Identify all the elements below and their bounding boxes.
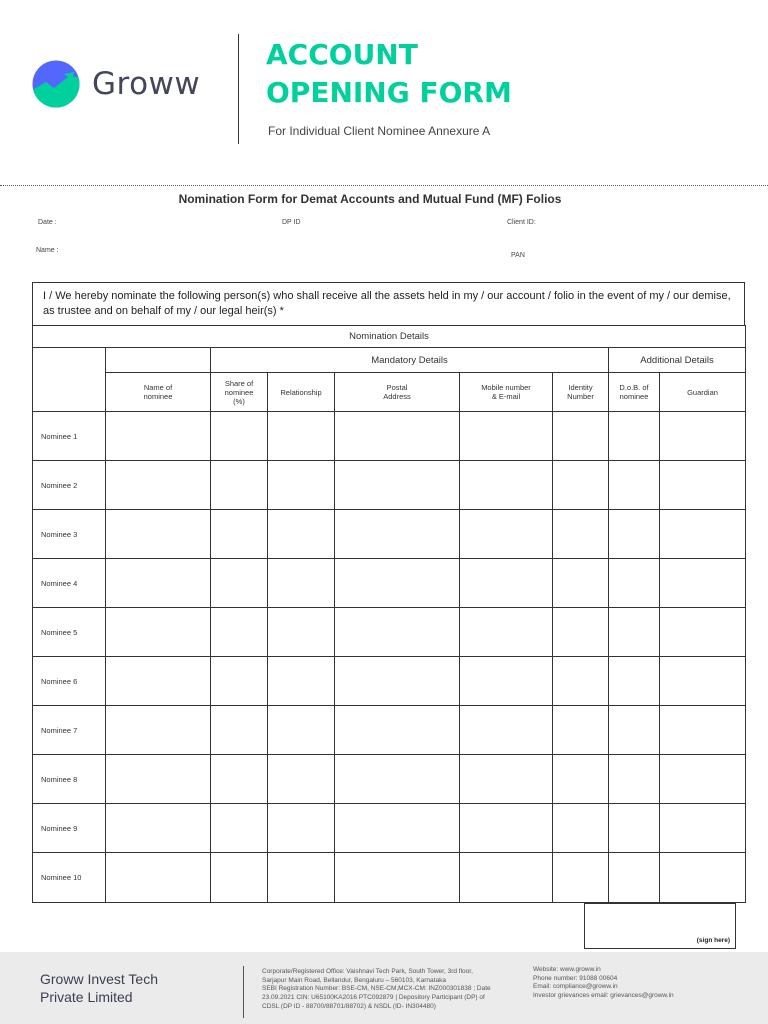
footer-company [40, 970, 158, 1006]
nominee-postal-address-cell[interactable] [335, 804, 460, 853]
company-line-2: Private Limited [40, 989, 133, 1005]
column-label-line: & E-mail [491, 392, 521, 401]
nominee-postal-address-cell[interactable] [335, 755, 460, 804]
nominee-identity-number-cell[interactable] [553, 853, 609, 903]
nominee-rows [33, 412, 746, 903]
nomination-table [32, 325, 746, 903]
name-spacer-cell [106, 348, 211, 373]
footer-address [262, 968, 512, 1012]
column-label-line: Guardian [687, 387, 718, 397]
nominee-row [33, 706, 746, 755]
nominee-guardian-cell[interactable] [660, 706, 746, 755]
title-line-2: OPENING FORM [266, 76, 512, 109]
nominee-name-cell[interactable] [106, 706, 211, 755]
form-title: Nomination Form for Demat Accounts and Mutual Fund (MF) Folios [178, 192, 562, 206]
nominee-identity-number-cell[interactable] [553, 559, 609, 608]
pan-label: PAN [511, 252, 525, 259]
nominee-name-cell[interactable] [106, 608, 211, 657]
nominee-share-cell[interactable] [211, 706, 268, 755]
nominee-share-cell[interactable] [211, 853, 268, 903]
address-line: SEBI Registration Number: BSE-CM, NSE-CM,MCX-CM: INZ000301838 ; Date [262, 985, 491, 993]
column-share [211, 373, 268, 412]
contact-line: Email: compliance@groww.in [533, 983, 618, 991]
nominee-relationship-cell[interactable] [268, 608, 335, 657]
nominee-name-cell[interactable] [106, 559, 211, 608]
nominee-guardian-cell[interactable] [660, 510, 746, 559]
nominee-identity-number-cell[interactable] [553, 461, 609, 510]
nominee-row-label: Nominee 7 [33, 706, 106, 755]
nominee-guardian-cell[interactable] [660, 412, 746, 461]
column-mobile-email [460, 373, 553, 412]
nominee-name-cell[interactable] [106, 804, 211, 853]
nominee-row-label: Nominee 9 [33, 804, 106, 853]
nominee-share-cell[interactable] [211, 412, 268, 461]
nominee-relationship-cell[interactable] [268, 461, 335, 510]
contact-line: Website: www.groww.in [533, 966, 601, 973]
nominee-row [33, 804, 746, 853]
nominee-relationship-cell[interactable] [268, 706, 335, 755]
nominee-mobile-email-cell[interactable] [460, 853, 553, 903]
nominee-mobile-email-cell[interactable] [460, 804, 553, 853]
nominee-postal-address-cell[interactable] [335, 657, 460, 706]
column-label-line: Name of [143, 383, 173, 392]
additional-details-header: Additional Details [609, 348, 746, 373]
nominee-postal-address-cell[interactable] [335, 706, 460, 755]
nominee-dob-cell[interactable] [609, 510, 660, 559]
nominee-name-cell[interactable] [106, 657, 211, 706]
nominee-identity-number-cell[interactable] [553, 510, 609, 559]
nominee-row-label: Nominee 3 [33, 510, 106, 559]
brand-logo [32, 60, 200, 108]
column-label-line: (%) [233, 396, 245, 406]
nominee-row-label: Nominee 10 [33, 853, 106, 903]
address-line: Sarjapur Main Road, Bellandur, Bengaluru – 560103, Karnataka [262, 976, 446, 984]
column-postal-address [335, 373, 460, 412]
footer-contact [533, 966, 733, 1001]
nominee-row [33, 755, 746, 804]
column-identity-number [553, 373, 609, 412]
nominee-postal-address-cell[interactable] [335, 853, 460, 903]
nominee-name-cell[interactable] [106, 412, 211, 461]
nominee-share-cell[interactable] [211, 608, 268, 657]
nominee-mobile-email-cell[interactable] [460, 510, 553, 559]
nominee-dob-cell[interactable] [609, 461, 660, 510]
nominee-mobile-email-cell[interactable] [460, 657, 553, 706]
nominee-identity-number-cell[interactable] [553, 804, 609, 853]
nominee-row [33, 412, 746, 461]
column-label-line: Relationship [280, 387, 322, 397]
nominee-row-label: Nominee 1 [33, 412, 106, 461]
nominee-row [33, 853, 746, 903]
address-line: CDSL (DP ID - 88700/88701/88702) & NSDL (ID- IN304480) [262, 1002, 436, 1010]
column-label-line: Mobile number [481, 383, 531, 392]
nominee-dob-cell[interactable] [609, 755, 660, 804]
column-label-line: D.o.B. of [619, 383, 649, 392]
column-label-line: Number [567, 392, 594, 401]
nominee-dob-cell[interactable] [609, 657, 660, 706]
footer [0, 952, 768, 1024]
nominee-guardian-cell[interactable] [660, 608, 746, 657]
client-id-label: Client ID: [507, 219, 536, 226]
nominee-postal-address-cell[interactable] [335, 608, 460, 657]
column-label-line: Identity [568, 383, 593, 392]
nominee-mobile-email-cell[interactable] [460, 706, 553, 755]
nominee-mobile-email-cell[interactable] [460, 755, 553, 804]
column-name-of-nominee [106, 373, 211, 412]
name-label: Name : [36, 247, 59, 254]
company-line-1: Groww Invest Tech [40, 971, 159, 987]
address-line: 23.09.2021 CIN: U65100KA2016 PTC092879 | Depository Participant (DP) of [262, 994, 485, 1002]
title-line-1: ACCOUNT [266, 38, 418, 71]
nominee-guardian-cell[interactable] [660, 853, 746, 903]
nominee-name-cell[interactable] [106, 461, 211, 510]
nominee-relationship-cell[interactable] [268, 412, 335, 461]
nominee-name-cell[interactable] [106, 755, 211, 804]
nominee-guardian-cell[interactable] [660, 461, 746, 510]
nominee-postal-address-cell[interactable] [335, 461, 460, 510]
nominee-identity-number-cell[interactable] [553, 608, 609, 657]
nominee-dob-cell[interactable] [609, 559, 660, 608]
nominee-dob-cell[interactable] [609, 608, 660, 657]
nominee-identity-number-cell[interactable] [553, 706, 609, 755]
nominee-row-label: Nominee 5 [33, 608, 106, 657]
nominee-share-cell[interactable] [211, 755, 268, 804]
nominee-mobile-email-cell[interactable] [460, 559, 553, 608]
column-label-line: Share of [224, 378, 254, 388]
mandatory-details-header: Mandatory Details [211, 348, 609, 373]
nominee-relationship-cell[interactable] [268, 804, 335, 853]
nominee-mobile-email-cell[interactable] [460, 412, 553, 461]
nominee-relationship-cell[interactable] [268, 510, 335, 559]
nominee-row-label: Nominee 2 [33, 461, 106, 510]
nominee-row [33, 461, 746, 510]
column-label-line: Postal [386, 383, 408, 392]
nominee-share-cell[interactable] [211, 461, 268, 510]
dotted-separator [0, 185, 768, 186]
nomination-declaration: I / We hereby nominate the following person(s) who shall receive all the assets held in my / our account / folio in the event of my / our demise, as trustee and on behalf of my / our legal heir(s) * [32, 282, 745, 326]
nominee-mobile-email-cell[interactable] [460, 461, 553, 510]
date-label: Date : [38, 219, 57, 226]
brand-name: Groww [92, 66, 201, 102]
nominee-row [33, 510, 746, 559]
footer-divider [243, 966, 244, 1018]
nominee-relationship-cell[interactable] [268, 559, 335, 608]
nominee-relationship-cell[interactable] [268, 657, 335, 706]
nominee-guardian-cell[interactable] [660, 804, 746, 853]
column-label-line: nominee [619, 392, 649, 401]
nominee-row-label: Nominee 6 [33, 657, 106, 706]
contact-line: Investor grievances email: grievances@groww.in [533, 992, 674, 1000]
nomination-details-header: Nomination Details [33, 326, 746, 348]
nominee-share-cell[interactable] [211, 559, 268, 608]
nominee-identity-number-cell[interactable] [553, 755, 609, 804]
nominee-dob-cell[interactable] [609, 804, 660, 853]
nominee-identity-number-cell[interactable] [553, 412, 609, 461]
nominee-row [33, 657, 746, 706]
column-label-line: nominee [143, 392, 173, 401]
nominee-dob-cell[interactable] [609, 853, 660, 903]
nominee-dob-cell[interactable] [609, 412, 660, 461]
nominee-mobile-email-cell[interactable] [460, 608, 553, 657]
corner-cell [33, 348, 106, 412]
nominee-row [33, 559, 746, 608]
signature-box[interactable] [584, 903, 736, 949]
nominee-identity-number-cell[interactable] [553, 657, 609, 706]
address-line: Corporate/Registered Office: Vaishnavi Tech Park, South Tower, 3rd floor, [262, 968, 473, 975]
column-dob [609, 373, 660, 412]
nominee-row-label: Nominee 8 [33, 755, 106, 804]
groww-logo-icon [32, 60, 80, 108]
header-divider [238, 34, 239, 144]
column-label-line: Address [383, 392, 411, 401]
column-guardian [660, 373, 746, 412]
nominee-guardian-cell[interactable] [660, 657, 746, 706]
nominee-share-cell[interactable] [211, 510, 268, 559]
nominee-guardian-cell[interactable] [660, 755, 746, 804]
column-label-line: nominee [224, 387, 254, 397]
nominee-postal-address-cell[interactable] [335, 412, 460, 461]
page-subtitle: For Individual Client Nominee Annexure A [268, 124, 491, 138]
nominee-postal-address-cell[interactable] [335, 510, 460, 559]
nominee-postal-address-cell[interactable] [335, 559, 460, 608]
dp-id-label: DP ID [282, 219, 301, 226]
nominee-share-cell[interactable] [211, 657, 268, 706]
contact-line: Phone number: 91088 00604 [533, 974, 618, 982]
nominee-name-cell[interactable] [106, 510, 211, 559]
nominee-relationship-cell[interactable] [268, 755, 335, 804]
nominee-relationship-cell[interactable] [268, 853, 335, 903]
nominee-row-label: Nominee 4 [33, 559, 106, 608]
nominee-name-cell[interactable] [106, 853, 211, 903]
nominee-row [33, 608, 746, 657]
page-title [266, 36, 512, 112]
sign-here-label: (sign here) [696, 937, 730, 944]
nominee-share-cell[interactable] [211, 804, 268, 853]
column-relationship [268, 373, 335, 412]
nominee-guardian-cell[interactable] [660, 559, 746, 608]
nominee-dob-cell[interactable] [609, 706, 660, 755]
